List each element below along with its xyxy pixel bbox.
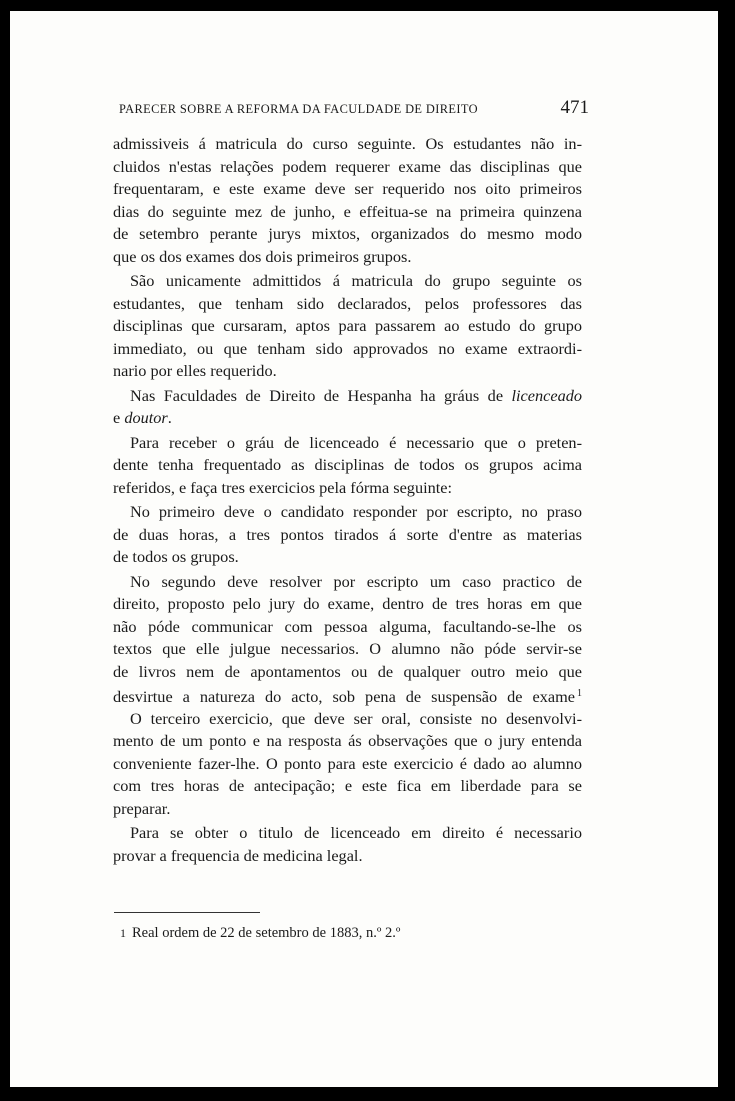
text-line: de livros nem de apontamentos ou de qualquer outro meio que [113, 661, 582, 681]
text-line: textos que elle julgue necessarios. O alumno não póde servir-se [113, 639, 582, 658]
text-line: dente tenha frequentado as disciplinas de todos os grupos acima [113, 455, 582, 474]
text-run: . [167, 408, 172, 427]
italic-term-licenceado: licenceado [511, 385, 582, 405]
text-line [113, 683, 582, 706]
text-line: O terceiro exercicio, que deve ser oral, consiste no desenvolvi- [130, 708, 582, 728]
text-line: preparar. [113, 798, 171, 818]
text-line: de duas horas, a tres pontos tirados á sorte d'entre as materias [113, 524, 582, 544]
text-line: nario por elles requerido. [113, 361, 277, 380]
text-line: admissiveis á matricula do curso seguinte. Os estudantes não in- [113, 134, 582, 153]
footnote-text: Real ordem de 22 de setembro de 1883, n.º 2.º [132, 925, 401, 941]
running-title: PARECER SOBRE A REFORMA DA FACULDADE DE DIREITO [119, 102, 479, 116]
footnote-reference[interactable]: 1 [577, 688, 582, 699]
text-line: de todos os grupos. [113, 547, 239, 566]
footnote-marker: 1 [120, 926, 126, 940]
paragraph-6 [113, 571, 582, 706]
italic-term-doutor: doutor [124, 408, 168, 427]
text-line: São unicamente admittidos á matricula do grupo seguinte os [130, 271, 582, 290]
text-line: provar a frequencia de medicina legal. [113, 845, 363, 865]
text-line [113, 407, 582, 430]
text-line: estudantes, que tenham sido declarados, pelos professores das [113, 293, 582, 313]
paragraph-1 [113, 133, 582, 268]
text-line: dias do seguinte mez de junho, e effeitua-se na primeira quinzena [113, 201, 582, 221]
text-line [113, 385, 582, 408]
text-line: mento de um ponto e na resposta ás observações que o jury entenda [113, 731, 582, 750]
paragraph-8 [113, 822, 582, 867]
footnote-divider [114, 912, 260, 913]
footnote [120, 925, 400, 942]
text-line: Para se obter o titulo de licenceado em direito é necessario [130, 823, 582, 842]
text-line: com tres horas de antecipação; e este fica em liberdade para se [113, 776, 582, 795]
body-text [113, 133, 582, 867]
text-line: No segundo deve resolver por escripto um caso practico de [130, 571, 582, 591]
text-line: de setembro perante jurys mixtos, organizados do mesmo modo [113, 224, 582, 243]
text-line: direito, proposto pelo jury do exame, dentro de tres horas em que [113, 594, 582, 613]
text-line: frequentaram, e este exame deve ser requerido nos oito primeiros [113, 179, 582, 198]
page-header [119, 97, 589, 121]
paragraph-7 [113, 708, 582, 821]
text-line: Para receber o gráu de licenceado é necessario que o preten- [130, 432, 582, 452]
text-line: disciplinas que cursaram, aptos para passarem ao estudo do grupo [113, 316, 582, 335]
text-line: conveniente fazer-lhe. O ponto para este exercicio é dado ao alumno [113, 753, 582, 773]
text-line: referidos, e faça tres exercicios pela fórma seguinte: [113, 477, 453, 497]
text-run: e [113, 408, 121, 427]
text-line: que os dos exames dos dois primeiros grupos. [113, 246, 412, 266]
text-line: No primeiro deve o candidato responder por escripto, no praso [130, 502, 582, 521]
text-run: desvirtue a natureza do acto, sob pena de suspensão de exame [113, 687, 575, 706]
page-number: 471 [560, 97, 589, 118]
text-line: cluidos n'estas relações podem requerer exame das disciplinas que [113, 156, 582, 176]
paragraph-5 [113, 501, 582, 569]
paragraph-3 [113, 385, 582, 430]
text-line: immediato, ou que tenham sido approvados no exame extraordi- [113, 338, 582, 358]
text-run: Nas Faculdades de Direito de Hespanha ha gráus de [130, 385, 504, 405]
paragraph-2 [113, 270, 582, 383]
paragraph-4 [113, 432, 582, 500]
text-line: não póde communicar com pessoa alguma, facultando-se-lhe os [113, 616, 582, 636]
scanned-page [10, 11, 718, 1087]
